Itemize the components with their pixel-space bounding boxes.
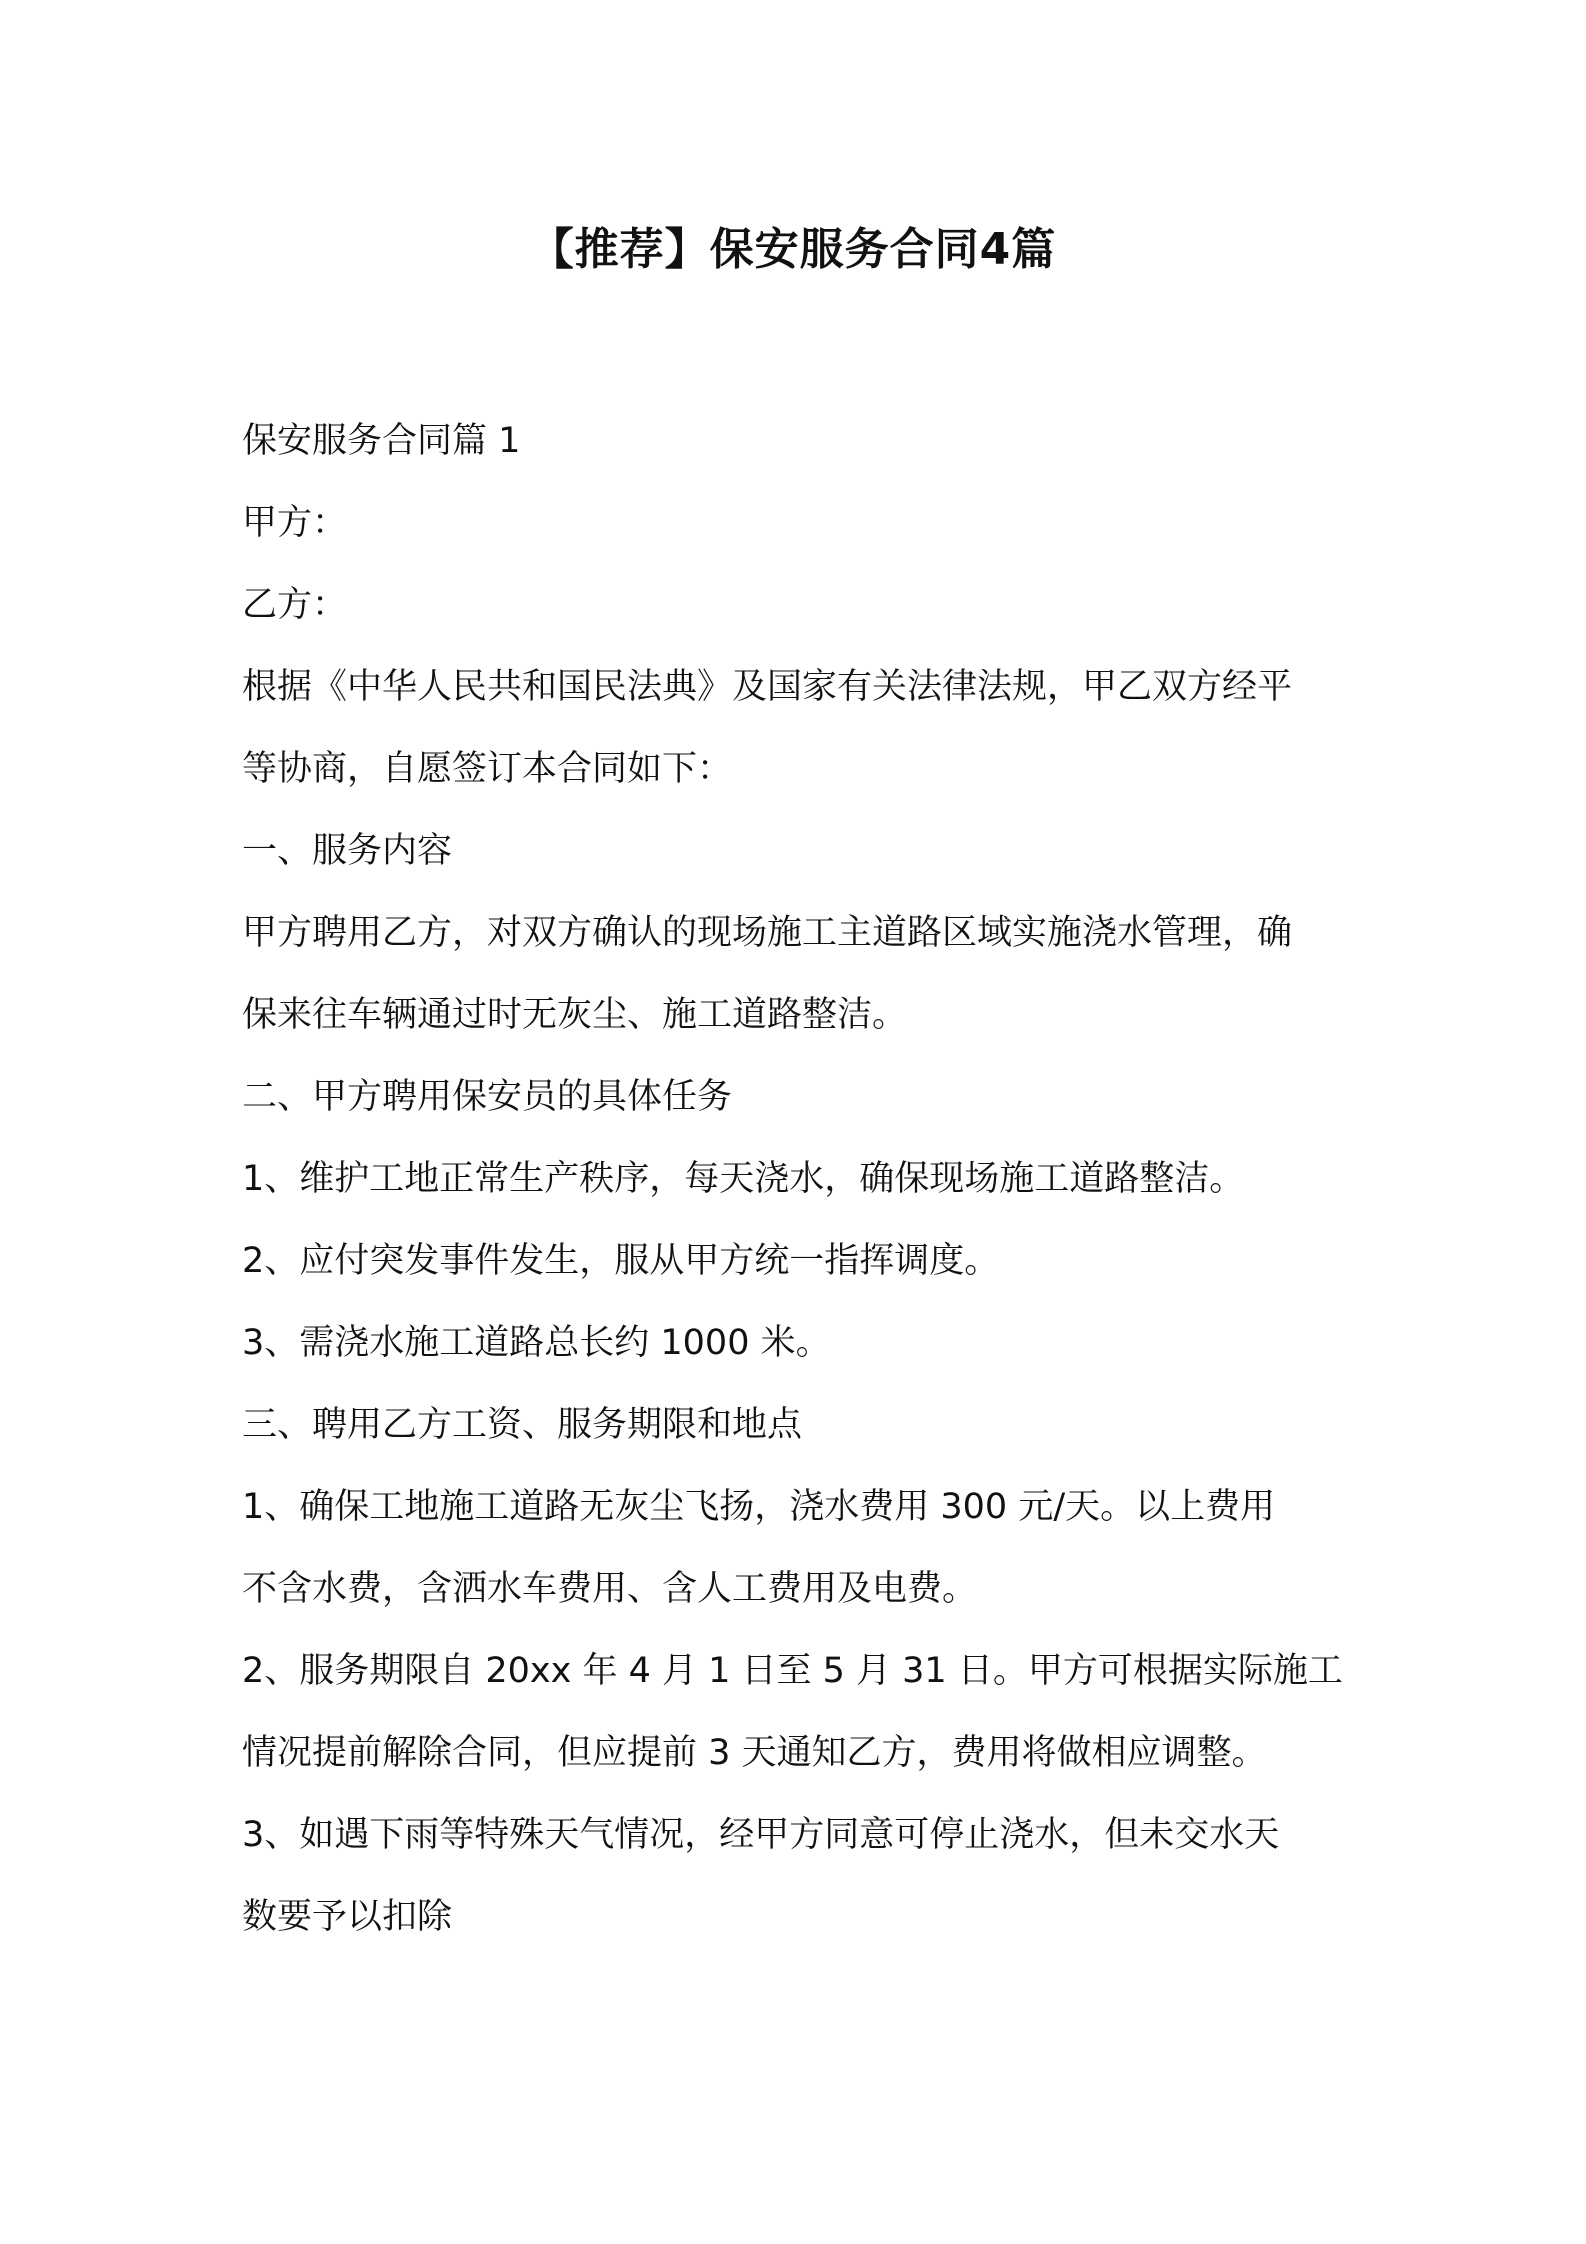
body-line: 不含水费，含洒水车费用、含人工费用及电费。: [242, 1569, 978, 1609]
clause-heading: 三、聘用乙方工资、服务期限和地点: [242, 1405, 803, 1445]
body-line: 情况提前解除合同，但应提前 3 天通知乙方，费用将做相应调整。: [242, 1733, 1267, 1773]
body-line: 2、应付突发事件发生，服从甲方统一指挥调度。: [242, 1241, 1000, 1281]
body-line: 等协商，自愿签订本合同如下：: [242, 749, 733, 789]
party-b-line: 乙方：: [242, 585, 348, 625]
body-line: 1、确保工地施工道路无灰尘飞扬，浇水费用 300 元/天。以上费用: [242, 1487, 1276, 1527]
body-line: 保来往车辆通过时无灰尘、施工道路整洁。: [242, 995, 908, 1035]
body-line: 3、需浇水施工道路总长约 1000 米。: [242, 1323, 831, 1363]
section-heading: 保安服务合同篇 1: [242, 421, 521, 461]
clause-heading: 一、服务内容: [242, 831, 453, 871]
body-line: 1、维护工地正常生产秩序，每天浇水，确保现场施工道路整洁。: [242, 1159, 1245, 1199]
body-line: 3、如遇下雨等特殊天气情况，经甲方同意可停止浇水，但未交水天: [242, 1815, 1280, 1855]
document-body: [242, 400, 1352, 1958]
document-title: 【推荐】保安服务合同4篇: [529, 224, 1057, 275]
body-line: 数要予以扣除: [242, 1897, 453, 1937]
party-a-line: 甲方：: [242, 503, 348, 543]
body-line: 2、服务期限自 20xx 年 4 月 1 日至 5 月 31 日。甲方可根据实际施工: [242, 1651, 1343, 1691]
clause-heading: 二、甲方聘用保安员的具体任务: [242, 1077, 733, 1117]
body-line: 根据《中华人民共和国民法典》及国家有关法律法规，甲乙双方经平: [242, 667, 1293, 707]
body-line: 甲方聘用乙方，对双方确认的现场施工主道路区域实施浇水管理，确: [242, 913, 1293, 953]
